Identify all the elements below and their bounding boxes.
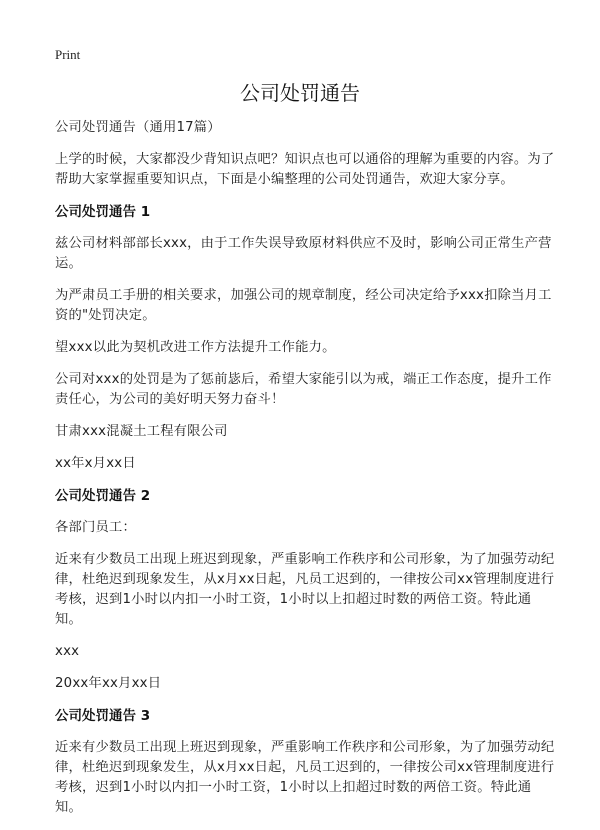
- document-subtitle: 公司处罚通告（通用17篇）: [55, 120, 221, 135]
- section-1-date: xx年x月xx日: [55, 456, 136, 471]
- section-heading-1: 公司处罚通告 1: [55, 204, 151, 220]
- section-heading-3: 公司处罚通告 3: [55, 708, 151, 724]
- section-3-paragraph-1: 近来有少数员工出现上班迟到现象，严重影响工作秩序和公司形象，为了加强劳动纪律，杜绝迟到现象发生，从x月xx日起，凡员工迟到的，一律按公司xx管理制度进行考核，迟到1小时以内扣一小时工资，1小时以上扣超过时数的两倍工资。特此通知。: [55, 740, 555, 815]
- section-1-paragraph-2: 为严肃员工手册的相关要求，加强公司的规章制度，经公司决定给予xxx扣除当月工资的"处罚决定。: [55, 288, 552, 323]
- document-body: [55, 118, 555, 830]
- section-heading-2: 公司处罚通告 2: [55, 488, 151, 504]
- page-title: 公司处罚通告: [240, 81, 360, 105]
- intro-paragraph: 上学的时候，大家都没少背知识点吧？知识点也可以通俗的理解为重要的内容。为了帮助大家掌握重要知识点，下面是小编整理的公司处罚通告，欢迎大家分享。: [55, 152, 555, 187]
- section-1-paragraph-3: 望xxx以此为契机改进工作方法提升工作能力。: [55, 340, 336, 355]
- section-2-paragraph-1: 各部门员工：: [55, 520, 136, 535]
- section-1-paragraph-4: 公司对xxx的处罚是为了惩前毖后，希望大家能引以为戒，端正工作态度，提升工作责任心，为公司的美好明天努力奋斗！: [55, 372, 552, 407]
- print-link[interactable]: Print: [55, 47, 81, 62]
- section-2-date: 20xx年xx月xx日: [55, 676, 162, 691]
- section-1-paragraph-1: 兹公司材料部部长xxx，由于工作失误导致原材料供应不及时，影响公司正常生产营运。: [55, 236, 552, 271]
- section-2-signature: xxx: [55, 644, 80, 659]
- section-2-paragraph-2: 近来有少数员工出现上班迟到现象，严重影响工作秩序和公司形象，为了加强劳动纪律，杜绝迟到现象发生，从x月xx日起，凡员工迟到的，一律按公司xx管理制度进行考核，迟到1小时以内扣一小时工资，1小时以上扣超过时数的两倍工资。特此通知。: [55, 552, 555, 627]
- section-1-company-name: 甘肃xxx混凝土工程有限公司: [55, 424, 228, 439]
